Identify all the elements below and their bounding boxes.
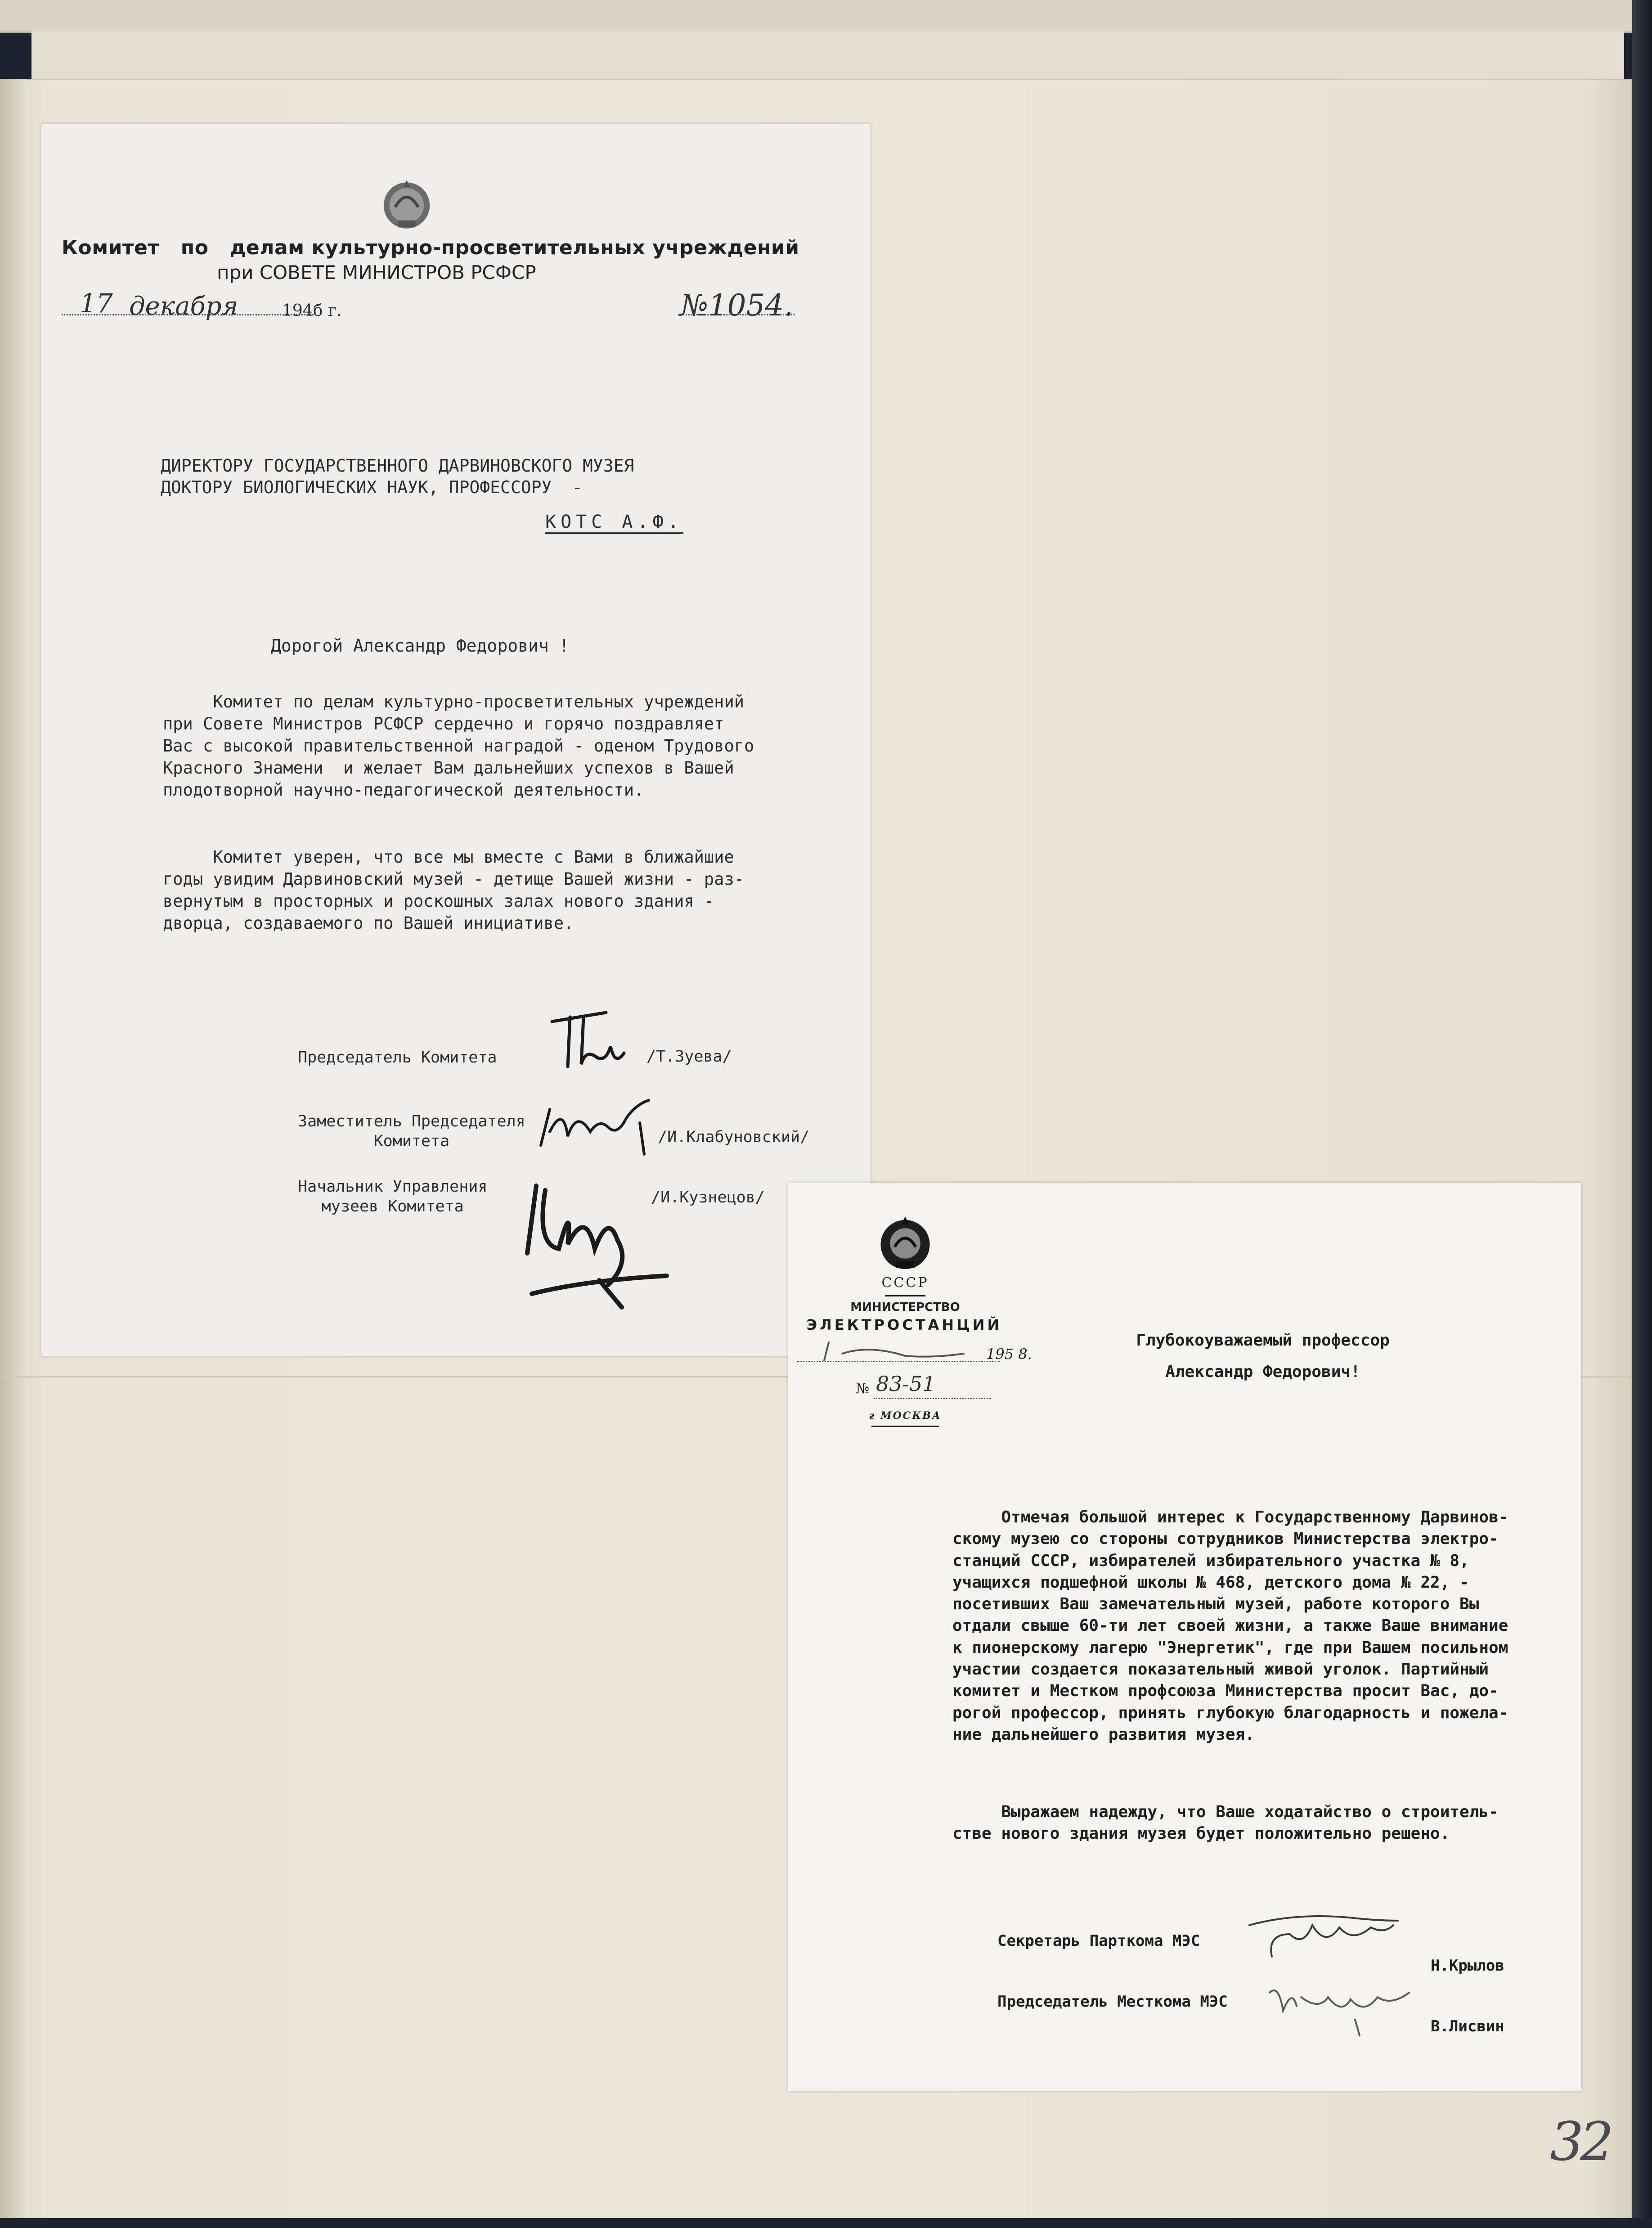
- album-page-number: 32: [1550, 2111, 1611, 2173]
- back-sheet-2: [31, 32, 1624, 81]
- signature-name-lisvin: В.Лисвин: [1431, 2017, 1504, 2035]
- handwritten-signature-kuznetsov: [518, 1172, 671, 1316]
- city-label: г МОСКВА: [869, 1410, 942, 1422]
- greeting: Дорогой Александр Федорович !: [271, 636, 570, 656]
- handwritten-signature-klabunovsky: [532, 1091, 667, 1159]
- body-paragraph-2: Выражаем надежду, что Ваше ходатайство о строитель- стве нового здания музея будет положительно решено.: [952, 1803, 1499, 1843]
- addressee-name: КОТС А.Ф.: [545, 512, 683, 534]
- ministry-label: МИНИСТЕРСТВО: [850, 1301, 960, 1314]
- salutation-line-1: Глубокоуважаемый профессор: [1136, 1331, 1390, 1350]
- paragraph-2: Комитет уверен, что все мы вместе с Вами в ближайшие годы увидим Дарвиновский музей - детище Вашей жизни - раз- вернутым в просторных и роскошных залах нового здания - дворца, создаваемого по Вашей инициативе.: [163, 847, 745, 933]
- signature-name-kuznetsov: /И.Кузнецов/: [651, 1188, 765, 1206]
- handwritten-signature-krylov: [1245, 1907, 1411, 1966]
- ministry-name: ЭЛЕКТРОСТАНЦИЙ: [806, 1316, 1002, 1333]
- ussr-emblem-icon: [876, 1214, 934, 1273]
- handwritten-signature-zueva: [543, 1004, 633, 1076]
- back-sheet-1: [0, 0, 1632, 33]
- signature-name-krylov: Н.Крылов: [1431, 1957, 1504, 1975]
- signature-name-zueva: /Т.Зуева/: [646, 1048, 732, 1066]
- date-year: 194б г.: [282, 302, 342, 320]
- document-number: 83-51: [876, 1372, 936, 1396]
- date-line: [62, 288, 795, 324]
- paragraph-1: Комитет по делам культурно-просветительных учреждений при Совете Министров РСФСР сердечно и горячо поздравляет Вас с высокой правительственной наградой - оденом Трудового Красного Знамени и желает Вам дальнейших успехов в Вашей плодотворной научно-педагогической деятельности.: [163, 692, 754, 800]
- salutation-line-2: Александр Федорович!: [1165, 1363, 1360, 1381]
- addressee-line-2: ДОКТОРУ БИОЛОГИЧЕСКИХ НАУК, ПРОФЕССОРУ -: [161, 477, 583, 497]
- addressee-line-1: ДИРЕКТОРУ ГОСУДАРСТВЕННОГО ДАРВИНОВСКОГО МУЗЕЯ: [161, 456, 634, 476]
- date-month: декабря: [129, 292, 238, 321]
- album-bottom-edge: [0, 2218, 1652, 2228]
- signature-title-deputy: Заместитель Председателя Комитета: [298, 1112, 525, 1150]
- country-rule: [885, 1295, 925, 1296]
- signature-name-klabunovsky: /И.Клабуновский/: [658, 1128, 810, 1146]
- date-dotted-rule: [797, 1361, 1000, 1362]
- number-label: №: [856, 1380, 870, 1397]
- org-name: Комитет по делам культурно-просветительных учреждений: [62, 236, 799, 259]
- letter-ministry-1958: [788, 1183, 1581, 2091]
- handwritten-signature-lisvin: [1265, 1979, 1418, 2038]
- ussr-emblem-icon: [378, 176, 435, 233]
- handwritten-date: [815, 1336, 977, 1367]
- signature-title-chairman: Председатель Комитета: [298, 1049, 497, 1067]
- org-subline: при СОВЕТЕ МИНИСТРОВ РСФСР: [217, 261, 536, 284]
- document-number: №1054.: [680, 288, 794, 323]
- signature-title-chairman-local: Председатель Месткома МЭС: [997, 1993, 1228, 2011]
- signature-title-head-museums: Начальник Управления музеев Комитета: [298, 1178, 488, 1215]
- signature-title-secretary: Секретарь Парткома МЭС: [997, 1932, 1200, 1950]
- binding-shadow: [0, 79, 27, 2228]
- album-right-edge: [1632, 0, 1652, 2228]
- number-dotted-rule: [874, 1398, 991, 1399]
- date-year: 195 8.: [986, 1346, 1032, 1363]
- date-day: 17: [80, 288, 113, 319]
- body-paragraph-1: Отмечая большой интерес к Государственному Дарвинов- скому музею со стороны сотрудников Министерства электро- станций СССР, избирателей избирательного участка № 8, учащихся подшефной школы № 468, детского дома № 22, - посетивших Ваш замечательный музей, работе которого Вы отдали свыше 60-ти лет своей жизни, а также Ваше внимание к пионерскому лагерю "Энергетик", где при Вашем посильном участии создается показательный живой уголок. Партийный комитет и Местком профсоюза Министерства просит Вас, до- рогой профессор, принять глубокую благодарность и пожела- ние дальнейшего развития музея.: [952, 1508, 1508, 1744]
- country-label: СССР: [881, 1275, 929, 1291]
- city-rule: [871, 1426, 939, 1427]
- letter-committee-1946: [41, 124, 871, 1356]
